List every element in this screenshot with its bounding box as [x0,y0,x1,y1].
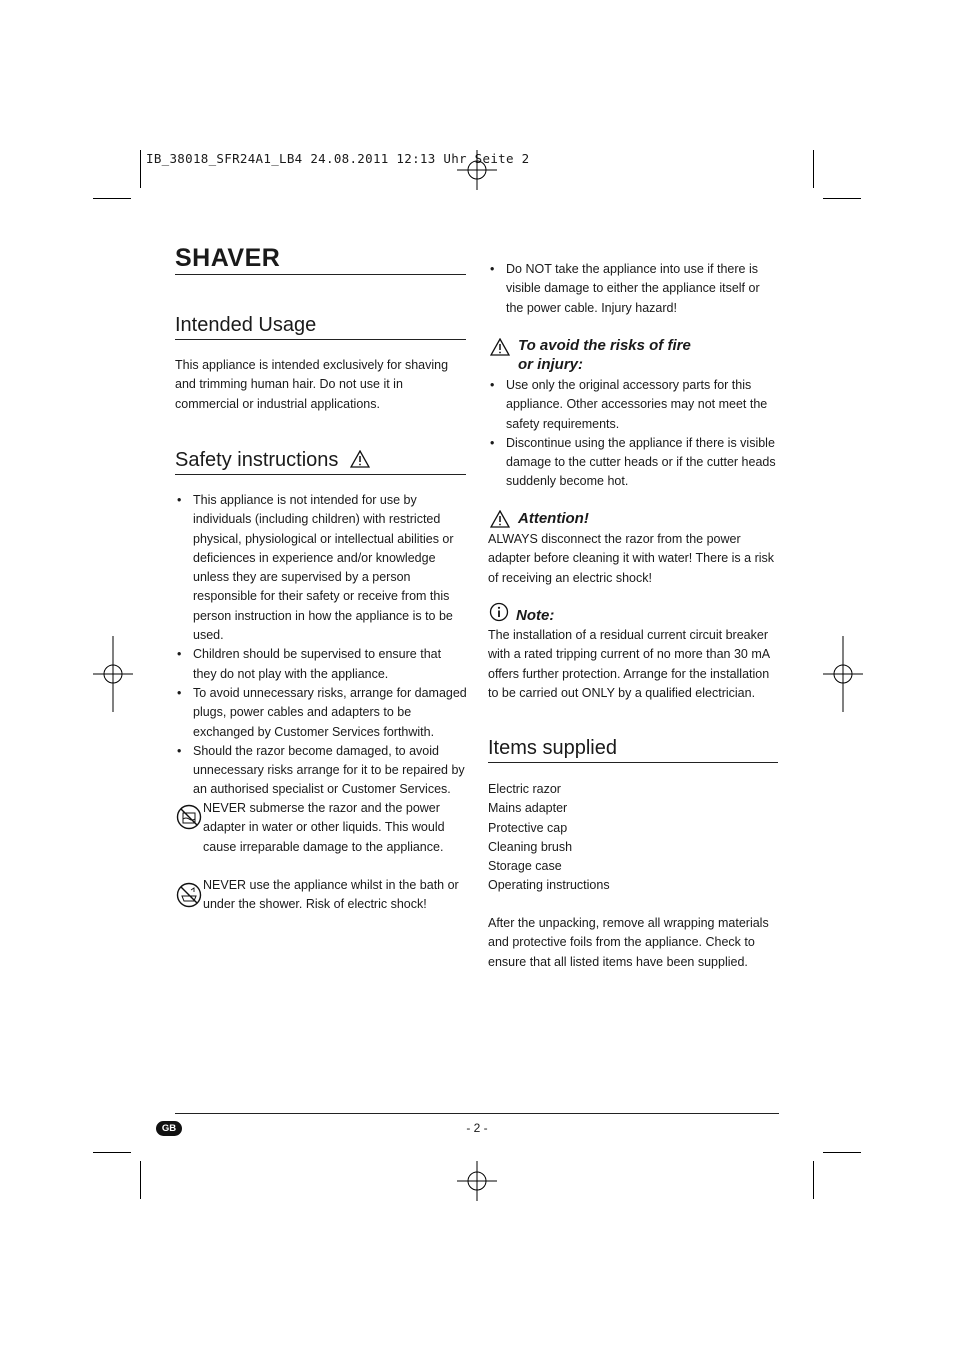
crop-mark [813,150,814,188]
safety-list [175,491,467,800]
page-number: - 2 - [466,1121,488,1135]
crop-mark [823,198,861,199]
note-text: The installation of a residual current circuit breaker with a rated tripping current of no more than 30 mA offers further protection. Arrange for the installation to be carried out ONLY by a qualified electrician. [488,628,770,700]
attention-text: ALWAYS disconnect the razor from the power adapter before cleaning it with water! There is a risk of receiving an electric shock! [488,532,775,585]
no-submerge-icon [176,804,202,830]
fire-risk-heading-line1: To avoid the risks of fire [518,337,691,354]
crop-mark [823,1152,861,1153]
info-icon [489,602,509,622]
registration-mark-left [93,636,133,712]
no-bath-text: NEVER use the appliance whilst in the bath or under the shower. Risk of electric shock! [203,878,459,912]
list-item: Cleaning brush [488,839,573,854]
no-submerge-text: NEVER submerse the razor and the power adapter in water or other liquids. This would cause irreparable damage to the appliance. [203,801,445,854]
registration-mark-top [457,150,497,190]
list-item: • To avoid unnecessary risks, arrange for damaged plugs, power cables and adapters to be exchanged by Customer Services forthwith. [175,684,467,742]
crop-mark [93,198,131,199]
registration-mark-right [823,636,863,712]
fire-risk-heading-line2: or injury: [518,356,584,373]
footer-rule [175,1113,779,1114]
top-safety-list [488,260,780,318]
safety-heading-label: Safety instructions [175,449,339,471]
attention-heading: Attention! [518,510,589,527]
safety-instructions-heading [175,447,466,475]
list-item: Protective cap [488,820,568,835]
warning-icon [490,510,510,528]
intended-usage-heading: Intended Usage [175,312,466,340]
crop-mark [93,1152,131,1153]
list-item: Storage case [488,859,562,874]
list-item: • Should the razor become damaged, to avoid unnecessary risks arrange for it to be repaired by an authorised specialist or Customer Services. [175,742,467,800]
list-item: Electric razor [488,782,561,796]
list-item: • Use only the original accessory parts for this appliance. Other accessories may not meet the safety requirements. [488,376,780,434]
print-slug: IB_38018_SFR24A1_LB4 24.08.2011 12:13 Uhr Seite 2 [146,151,530,166]
warning-icon [350,450,370,468]
items-supplied-note: After the unpacking, remove all wrapping materials and protective foils from the appliance. Check to ensure that all listed items have been supplied. [488,916,769,969]
registration-mark-bottom [457,1161,497,1201]
list-item: • Discontinue using the appliance if there is visible damage to the cutter heads or if the cutter heads suddenly become hot. [488,434,780,492]
no-bath-icon [176,882,202,908]
fire-risk-heading [518,336,758,374]
list-item: Operating instructions [488,878,610,893]
intended-usage-text: This appliance is intended exclusively for shaving and trimming human hair. Do not use it in commercial or industrial applications. [175,358,449,411]
items-supplied-list [488,780,778,896]
warning-icon [490,338,510,356]
country-badge: GB [156,1121,182,1136]
items-supplied-heading: Items supplied [488,735,778,763]
crop-mark [813,1161,814,1199]
page-title: SHAVER [175,242,466,275]
list-item: • Do NOT take the appliance into use if there is visible damage to either the appliance itself or the power cable. Injury hazard! [488,260,780,318]
note-heading: Note: [516,607,555,624]
list-item: • Children should be supervised to ensure that they do not play with the appliance. [175,645,467,684]
crop-mark [140,150,141,188]
list-item: • This appliance is not intended for use by individuals (including children) with restricted physical, physiological or intellectual abilities or deficiences in experience and/or knowledge unless they are supervised by a person responsible for their safety or receive from this person instruction in how the appliance is to be used. [175,491,467,645]
list-item: Mains adapter [488,801,568,816]
fire-risk-list [488,376,780,492]
crop-mark [140,1161,141,1199]
